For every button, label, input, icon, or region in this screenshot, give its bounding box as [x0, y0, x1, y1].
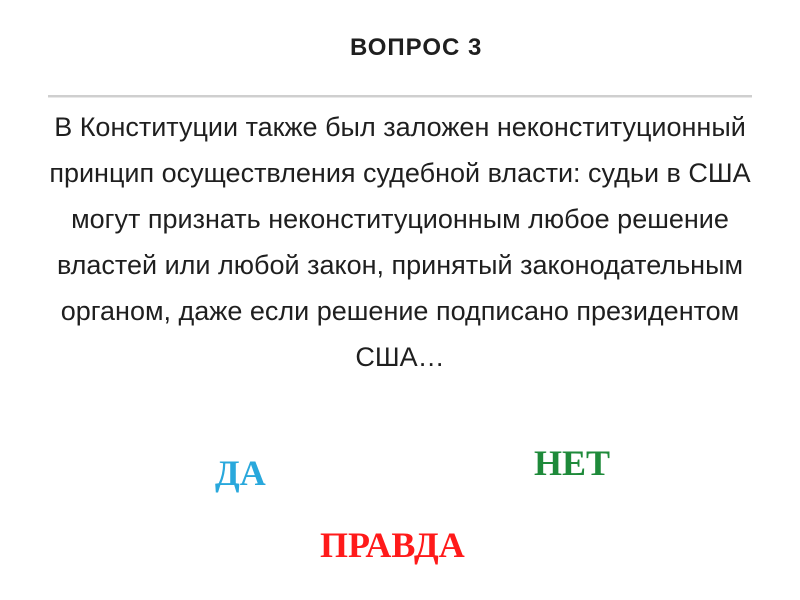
answer-truth-button[interactable]: ПРАВДА — [320, 525, 465, 565]
slide-title: ВОПРОС 3 — [350, 34, 483, 61]
answer-no-button[interactable]: НЕТ — [534, 443, 611, 483]
answer-yes-button[interactable]: ДА — [215, 453, 266, 493]
title-divider — [48, 95, 752, 97]
question-text: В Конституции также был заложен неконституционный принцип осуществления судебной власти: судьи в США могут признать неконституционным любое решение властей или любой закон, принятый законодательным органом, даже если решение подписано президентом США… — [49, 112, 751, 372]
